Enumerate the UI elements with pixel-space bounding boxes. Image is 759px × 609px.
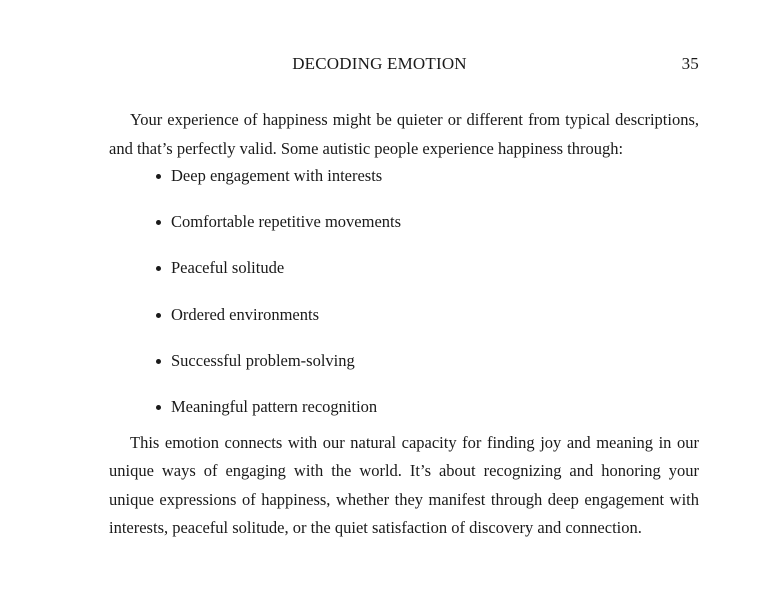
bullet-icon [156, 313, 161, 318]
bullet-icon [156, 220, 161, 225]
page-number: 35 [681, 54, 699, 73]
bullet-icon [156, 266, 161, 271]
list-item-text: Comfortable repetitive movements [171, 212, 402, 232]
running-title: DECODING EMOTION [292, 54, 467, 73]
list-item-text: Meaningful pattern recognition [171, 396, 378, 416]
list-item-text: Ordered environments [171, 304, 319, 324]
list-item [109, 301, 699, 347]
list-item [109, 162, 699, 208]
page-body [109, 106, 699, 543]
list-item-text: Peaceful solitude [171, 258, 285, 278]
bullet-icon [156, 174, 161, 179]
list-item-text: Successful problem-solving [171, 350, 355, 370]
running-header [0, 54, 759, 76]
bullet-icon [156, 359, 161, 364]
list-item [109, 208, 699, 254]
list-item [109, 347, 699, 393]
list-item-text: Deep engagement with interests [171, 166, 383, 185]
paragraph-intro: Your experience of happiness might be quieter or different from typical descriptions, and that’s perfectly valid. Some autistic people experience happiness through: [109, 110, 699, 158]
bullet-list [109, 162, 699, 427]
list-item [109, 254, 699, 300]
bullet-icon [156, 405, 161, 410]
list-item [109, 393, 699, 427]
paragraph-conclusion: This emotion connects with our natural capacity for finding joy and meaning in our unique ways of engaging with the world. It’s about recognizing and honoring your unique expressions of happiness, whether they manifest through deep engagement with interests, peaceful solitude, or the quiet satisfaction of discovery and connection. [109, 432, 699, 538]
